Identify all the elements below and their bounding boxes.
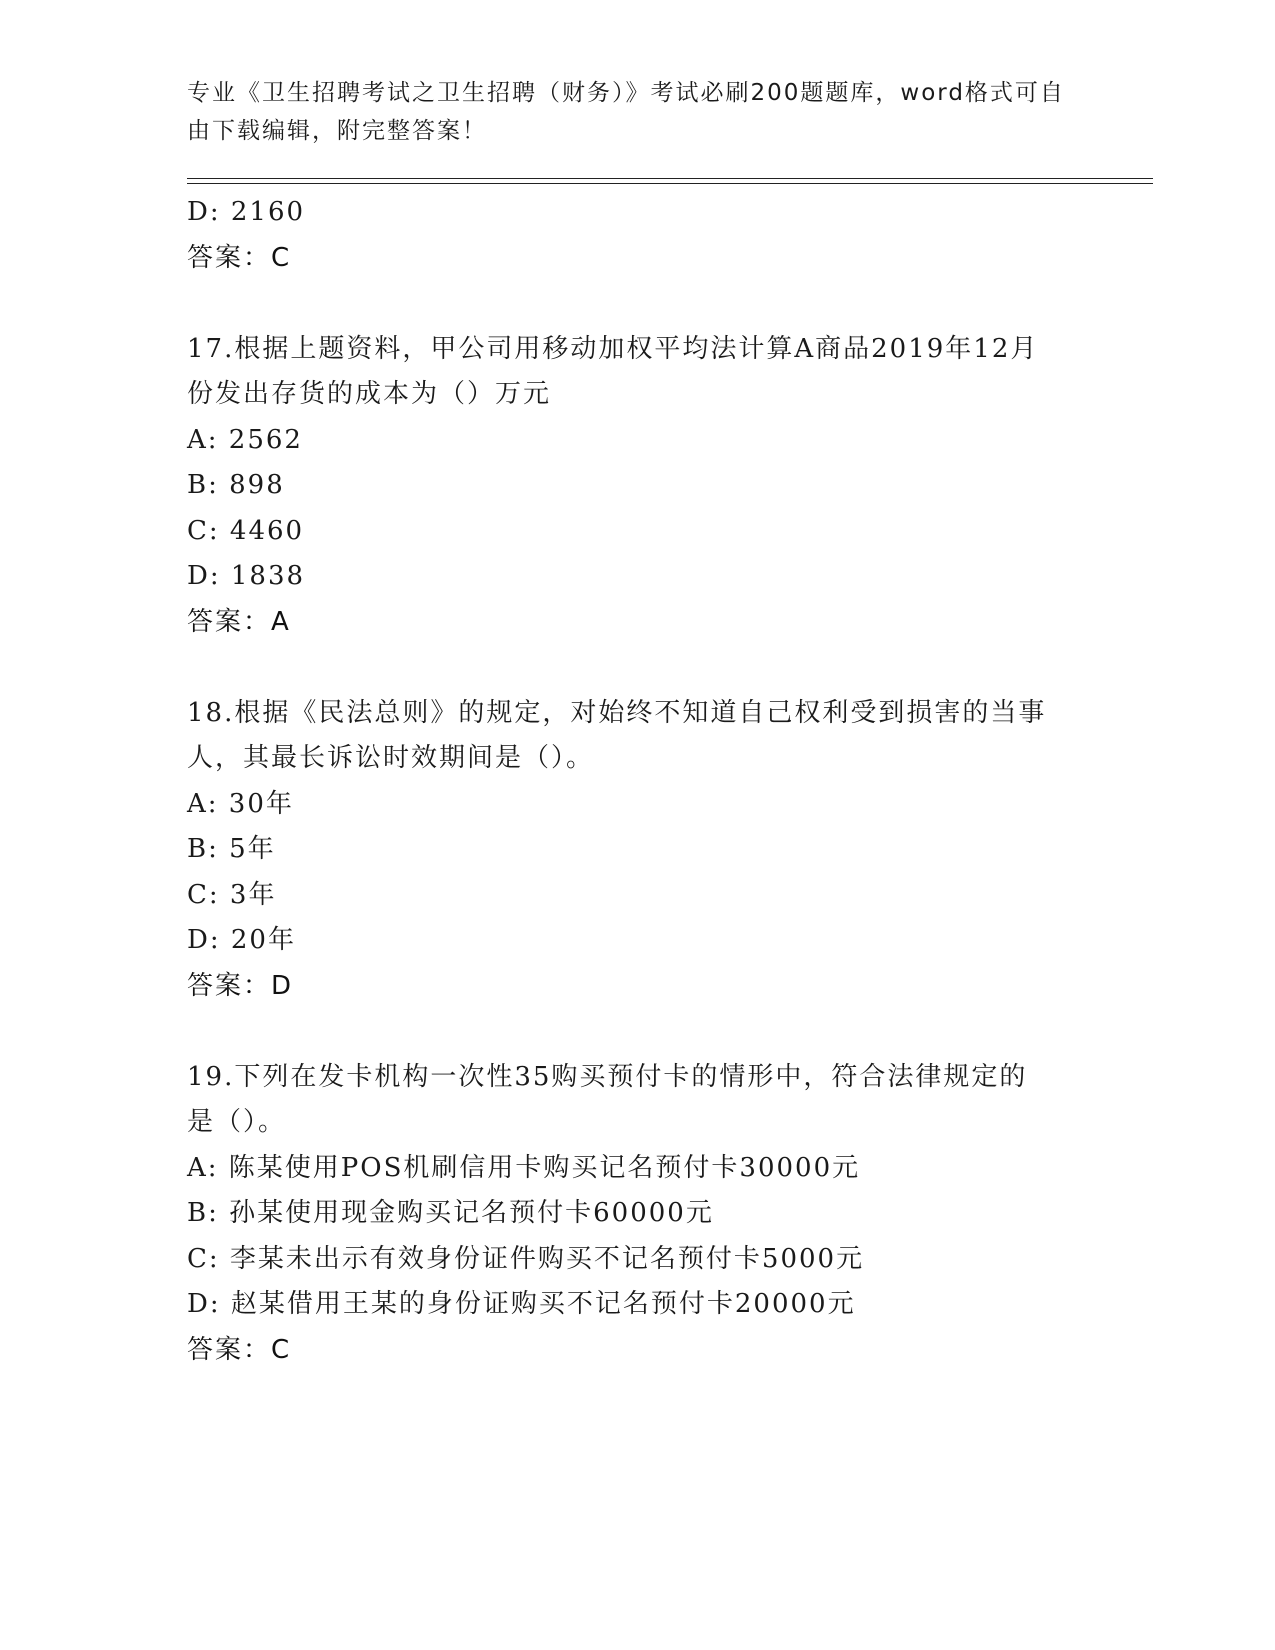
option-a: A: 2562 [187,424,303,455]
question-stem-line: 份发出存货的成本为（）万元 [187,379,552,409]
option-d: D: 1838 [187,561,306,591]
option-c: C: 3年 [187,879,277,910]
question-stem-line: 17.根据上题资料，甲公司用移动加权平均法计算A商品2019年12月 [187,333,1039,364]
question-content [187,190,1087,1373]
question-stem-line: 18.根据《民法总则》的规定，对始终不知道自己权利受到损害的当事 [187,697,1047,728]
header-divider-bottom [187,183,1153,184]
question-18 [187,691,1077,782]
option-c: C: 李某未出示有效身份证件购买不记名预付卡5000元 [187,1243,865,1274]
answer-line: 答案：D [187,970,294,1001]
option-b: B: 898 [187,470,285,500]
spacer [187,281,1087,327]
option-d: D: 20年 [187,925,296,955]
option-d: D: 2160 [187,197,306,227]
answer-line: 答案：C [187,242,292,273]
question-19 [187,1055,1077,1146]
answer-line: 答案：A [187,606,291,637]
option-b: B: 孙某使用现金购买记名预付卡60000元 [187,1198,714,1228]
answer-line: 答案：C [187,1334,292,1365]
option-a: A: 30年 [187,788,294,819]
question-stem-line: 人，其最长诉讼时效期间是（）。 [187,743,595,773]
option-d: D: 赵某借用王某的身份证购买不记名预付卡20000元 [187,1289,856,1319]
option-a: A: 陈某使用POS机刷信用卡购买记名预付卡30000元 [187,1152,861,1183]
question-stem-line: 是（）。 [187,1107,287,1137]
spacer [187,645,1087,691]
question-stem-line: 19.下列在发卡机构一次性35购买预付卡的情形中，符合法律规定的 [187,1061,1028,1092]
option-b: B: 5年 [187,834,276,864]
option-c: C: 4460 [187,515,305,546]
question-17 [187,327,1077,418]
document-header: 专业《卫生招聘考试之卫生招聘（财务）》考试必刷200题题库，word格式可自由下载编辑，附完整答案！ [187,80,1065,144]
header-divider-top [187,178,1153,179]
spacer [187,1009,1087,1055]
